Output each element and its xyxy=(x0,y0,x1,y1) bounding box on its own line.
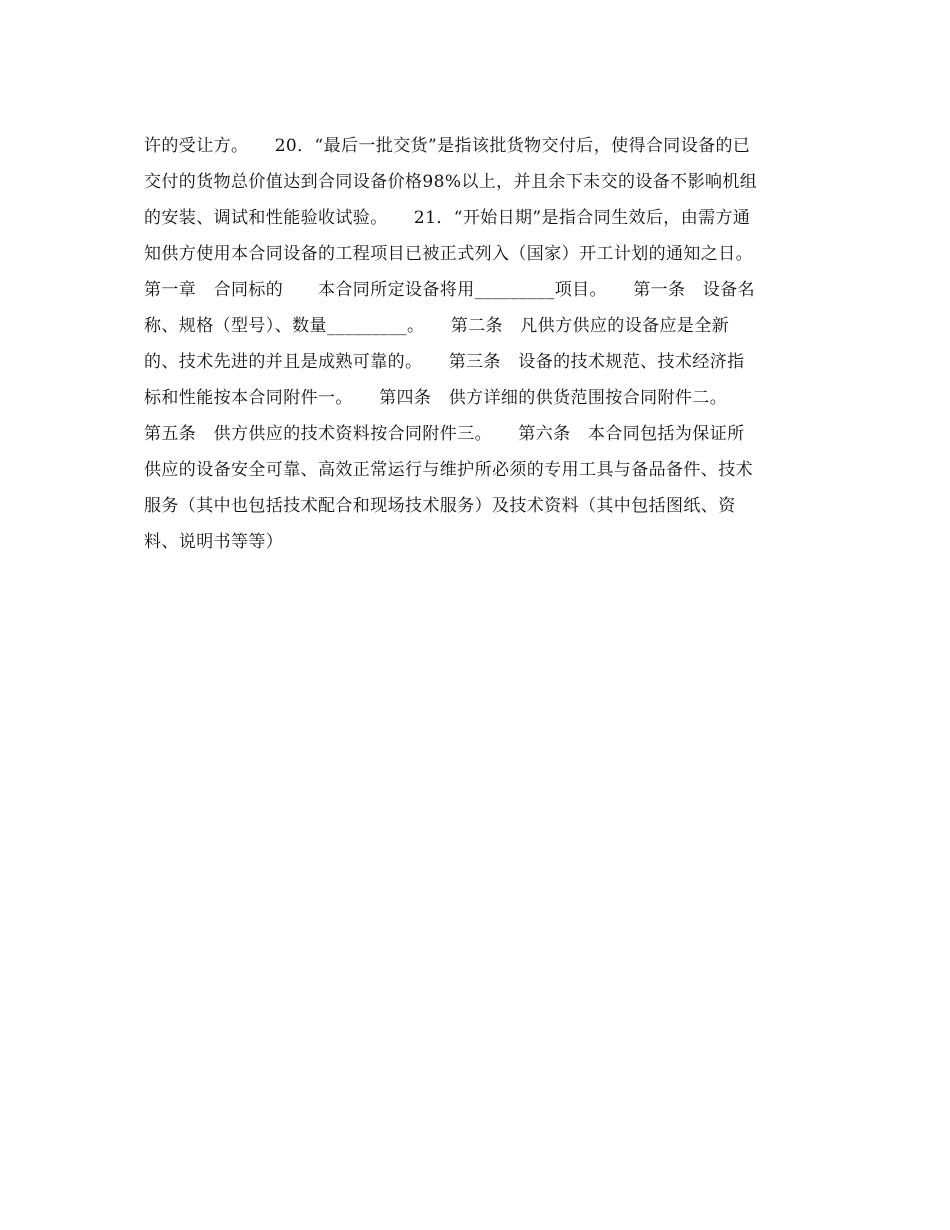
text-line: 称、规格（型号）、数量_________。 第二条 凡供方供应的设备应是全新 xyxy=(144,316,730,336)
text-line: 的、技术先进的并且是成熟可靠的。 第三条 设备的技术规范、技术经济指 xyxy=(144,352,745,372)
text-line: 知供方使用本合同设备的工程项目已被正式列入（国家）开工计划的通知之日。 xyxy=(144,244,753,264)
text-line: 第五条 供方供应的技术资料按合同附件三。 第六条 本合同包括为保证所 xyxy=(144,424,745,444)
contract-text-body xyxy=(144,128,824,560)
text-line: 标和性能按本合同附件一。 第四条 供方详细的供货范围按合同附件二。 xyxy=(144,388,728,408)
text-line: 供应的设备安全可靠、高效正常运行与维护所必须的专用工具与备品备件、技术 xyxy=(144,460,753,480)
text-line: 交付的货物总价值达到合同设备价格98%以上，并且余下未交的设备不影响机组 xyxy=(144,172,758,192)
text-line: 的安装、调试和性能验收试验。 21．“开始日期”是指合同生效后，由需方通 xyxy=(144,208,751,228)
text-line: 许的受让方。 20．“最后一批交货”是指该批货物交付后，使得合同设备的已 xyxy=(144,136,751,156)
text-line: 第一章 合同标的 本合同所定设备将用_________项目。 第一条 设备名 xyxy=(144,280,755,300)
text-line: 服务（其中也包括技术配合和现场技术服务）及技术资料（其中包括图纸、资 xyxy=(144,496,736,516)
text-line: 料、说明书等等） xyxy=(144,532,284,552)
